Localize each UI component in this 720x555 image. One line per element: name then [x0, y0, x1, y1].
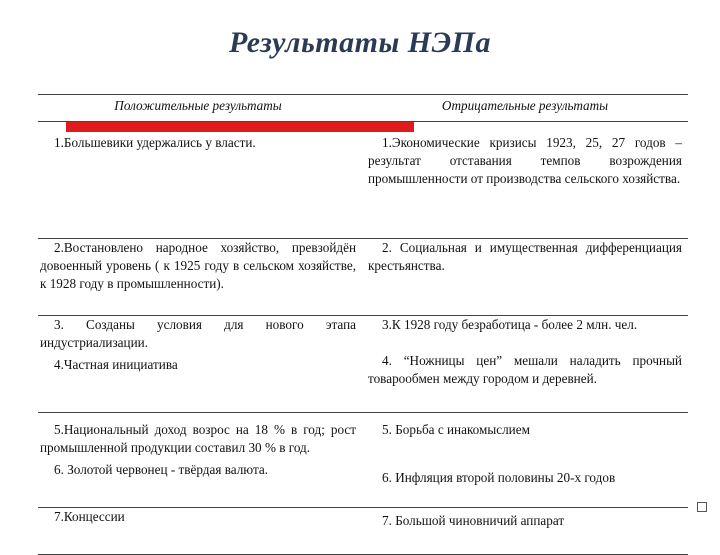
table-row [38, 412, 688, 507]
negative-item: 5. Борьба с инакомыслием [382, 422, 530, 437]
positive-cell [38, 239, 362, 315]
negative-item: 2. Социальная и имущественная дифференциация крестьянства. [368, 240, 682, 273]
positive-cell [38, 316, 362, 412]
negative-item: 1.Экономические кризисы 1923, 25, 27 годов – результат отставания темпов возрождения промышленности от производства сельского хозяйства. [368, 135, 682, 186]
accent-bar [66, 122, 414, 132]
table-row [38, 315, 688, 412]
table-row [38, 121, 688, 238]
table-row [38, 507, 688, 555]
results-table [38, 94, 688, 555]
positive-item: 3. Созданы условия для нового этапа индустриализации. [40, 317, 356, 350]
positive-item: 6. Золотой червонец - твёрдая валюта. [54, 462, 269, 477]
positive-item: 2.Востановлено народное хозяйство, превзойдён довоенный уровень ( к 1925 году в сельском хозяйстве, к 1928 году в промышленности). [40, 240, 356, 291]
positive-item: 7.Концессии [54, 509, 125, 524]
positive-cell [38, 413, 362, 507]
negative-cell [362, 122, 688, 238]
corner-square [697, 502, 707, 512]
positive-item: 4.Частная инициатива [54, 357, 178, 372]
positive-cell [38, 508, 362, 554]
negative-item: 6. Инфляция второй половины 20-х годов [382, 470, 616, 485]
table-row [38, 238, 688, 315]
positive-item: 5.Национальный доход возрос на 18 % в год; рост промышленной продукции составил 30 % в год. [40, 422, 356, 455]
negative-item: 4. “Ножницы цен” мешали наладить прочный товарообмен между городом и деревней. [368, 353, 682, 386]
negative-item: 7. Большой чиновничий аппарат [382, 513, 565, 528]
negative-cell [362, 508, 688, 554]
positive-cell [38, 122, 362, 238]
header-positive: Положительные результаты [114, 98, 282, 113]
table-header-row [38, 94, 688, 121]
header-negative: Отрицательные результаты [441, 98, 609, 113]
negative-cell [362, 316, 688, 412]
negative-cell [362, 239, 688, 315]
page-title: Результаты НЭПа [229, 26, 491, 59]
positive-item: 1.Большевики удержались у власти. [54, 135, 256, 150]
negative-cell [362, 413, 688, 507]
negative-item: 3.К 1928 году безработица - более 2 млн. чел. [382, 317, 638, 332]
